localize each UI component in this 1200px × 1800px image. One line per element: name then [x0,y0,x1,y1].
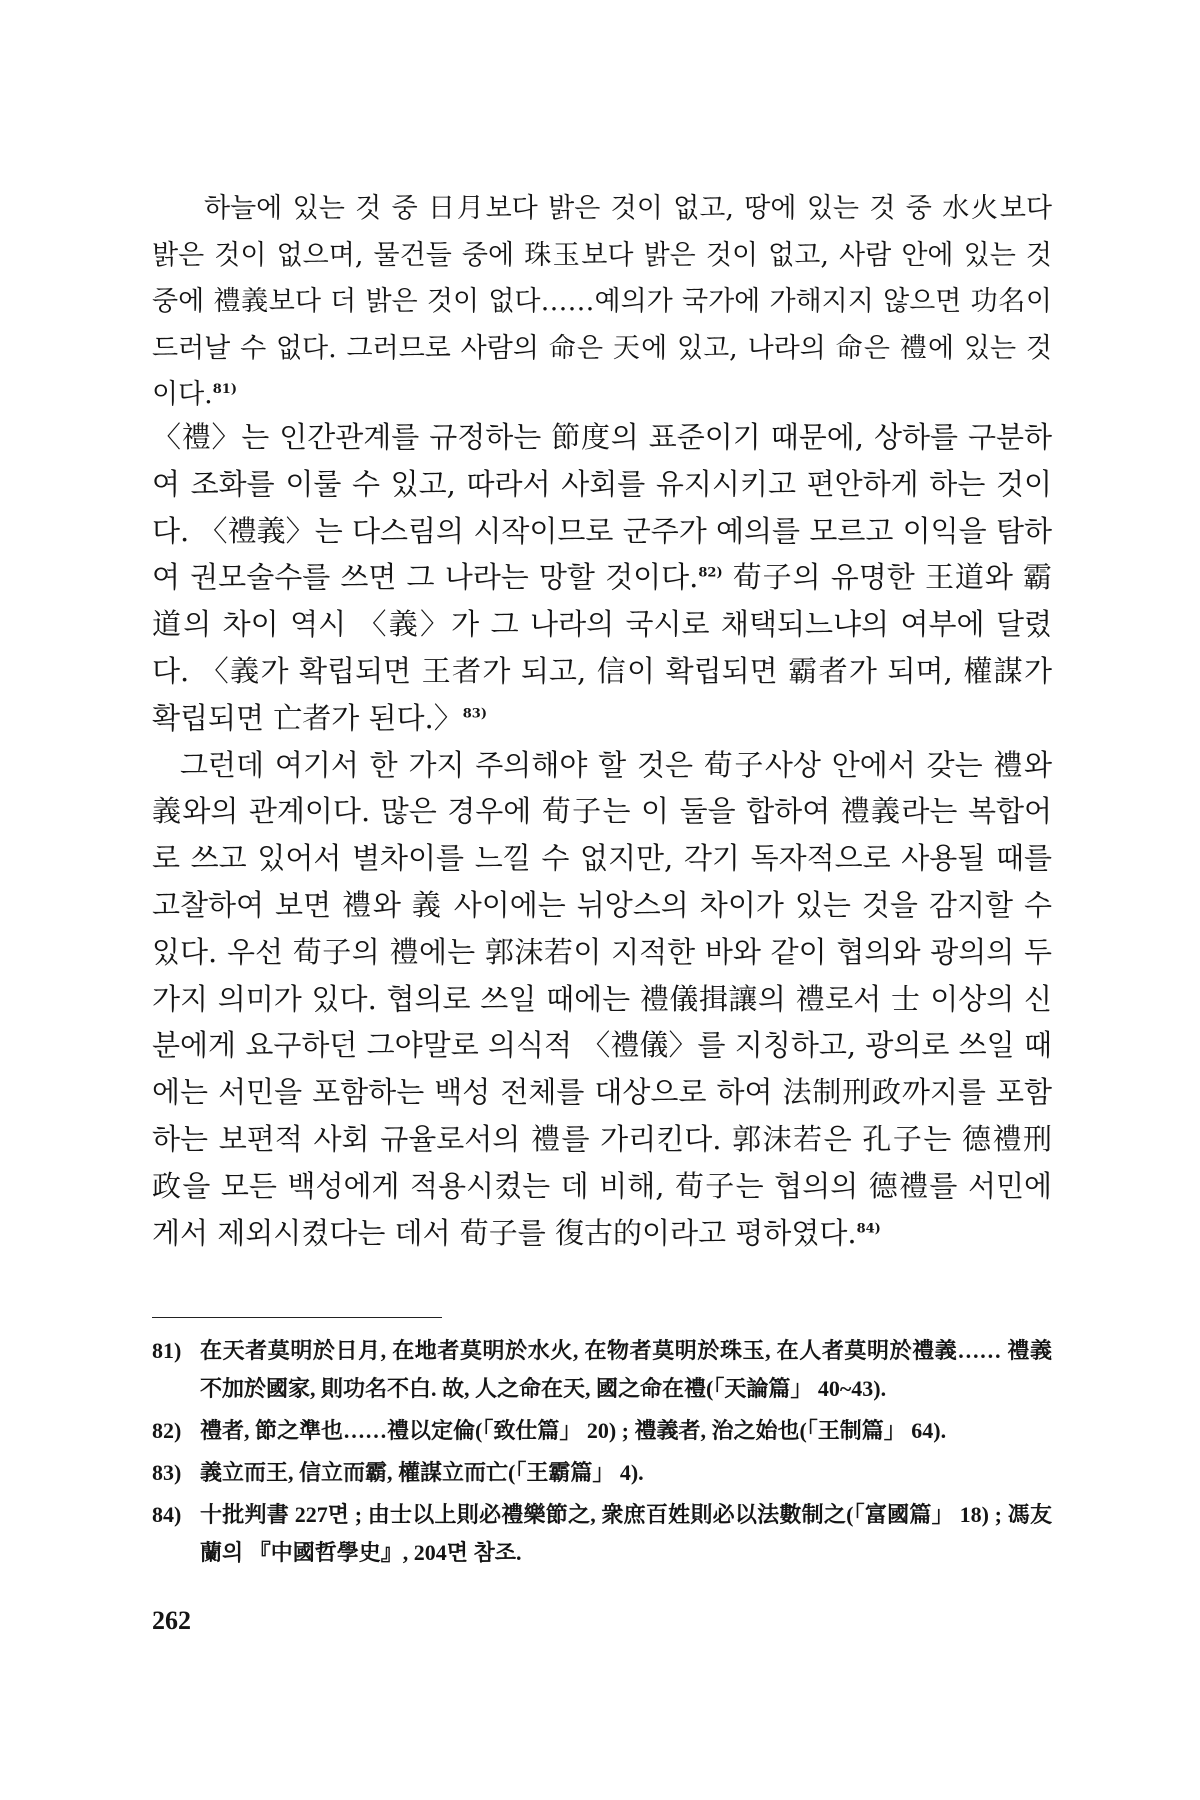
paragraph-1-text-b: 荀子의 유명한 王道와 霸道의 차이 역시 〈義〉가 그 나라의 국시로 채택되느냐의 여부에 달렸다. 〈義가 확립되면 王者가 되고, 信이 확립되면 霸者가 되며, 權謀가 확립되면 亡者가 된다.〉 [152,560,1052,735]
paragraph-1 [152,414,1052,742]
paragraph-2 [152,742,1052,1257]
footnote-ref-84: 84) [856,1220,881,1236]
footnote-number: 81) [152,1338,182,1363]
footnote-number: 83) [152,1460,182,1485]
footnote-number: 82) [152,1418,182,1443]
page-number: 262 [152,1606,191,1635]
footnote-number: 84) [152,1502,182,1527]
footnote-ref-82: 82) [698,565,723,581]
footnote-ref-81: 81) [212,382,237,397]
footnote-text: 十批判書 227면 ; 由士以上則必禮樂節之, 衆庶百姓則必以法數制之(「富國篇」 18) ; 馮友蘭의 『中國哲學史』, 204면 참조. [200,1502,1052,1565]
footnote-divider [152,1317,442,1318]
footnote-text: 禮者, 節之準也……禮以定倫(「致仕篇」 20) ; 禮義者, 治之始也(「王制篇」 64). [200,1418,947,1443]
footnote-text: 義立而王, 信立而霸, 權謀立而亡(「王霸篇」 4). [200,1460,644,1485]
block-quote [152,186,1052,419]
paragraph-1-text-a: 〈禮〉는 인간관계를 규정하는 節度의 표준이기 때문에, 상하를 구분하여 조화를 이룰 수 있고, 따라서 사회를 유지시키고 편안하게 하는 것이다. 〈禮義〉는 다스림의 시작이므로 군주가 예의를 모르고 이익을 탐하여 권모술수를 쓰면 그 나라는 망할 것이다. [152,420,1052,595]
quote-text: 하늘에 있는 것 중 日月보다 밝은 것이 없고, 땅에 있는 것 중 水火보다 밝은 것이 없으며, 물건들 중에 珠玉보다 밝은 것이 없고, 사람 안에 있는 것 중에 禮義보다 더 밝은 것이 없다……예의가 국가에 가해지지 않으면 功名이 드러날 수 없다. 그러므로 사람의 命은 天에 있고, 나라의 命은 禮에 있는 것이다. [152,193,1052,410]
footnotes [152,1332,1052,1576]
main-text [152,414,1052,1256]
footnote-84 [152,1496,1052,1572]
paragraph-2-text: 그런데 여기서 한 가지 주의해야 할 것은 荀子사상 안에서 갖는 禮와 義와의 관계이다. 많은 경우에 荀子는 이 둘을 합하여 禮義라는 복합어로 쓰고 있어서 별차이를 느낄 수 없지만, 각기 독자적으로 사용될 때를 고찰하여 보면 禮와 義 사이에는 뉘앙스의 차이가 있는 것을 감지할 수 있다. 우선 荀子의 禮에는 郭沫若이 지적한 바와 같이 협의와 광의의 두 가지 의미가 있다. 협의로 쓰일 때에는 禮儀揖讓의 禮로서 士 이상의 신분에게 요구하던 그야말로 의식적 〈禮儀〉를 지칭하고, 광의로 쓰일 때에는 서민을 포함하는 백성 전체를 대상으로 하여 法制刑政까지를 포함하는 보편적 사회 규율로서의 禮를 가리킨다. 郭沫若은 孔子는 德禮刑政을 모든 백성에게 적용시켰는 데 비해, 荀子는 협의의 德禮를 서민에게서 제외시켰다는 데서 荀子를 復古的이라고 평하였다. [152,747,1052,1250]
footnote-81 [152,1332,1052,1408]
footnote-82 [152,1412,1052,1450]
footnote-83 [152,1454,1052,1492]
footnote-ref-83: 83) [462,706,488,722]
footnote-text: 在天者莫明於日月, 在地者莫明於水火, 在物者莫明於珠玉, 在人者莫明於禮義…… 禮義不加於國家, 則功名不白. 故, 人之命在天, 國之命在禮(「天論篇」 40~43). [200,1338,1052,1401]
